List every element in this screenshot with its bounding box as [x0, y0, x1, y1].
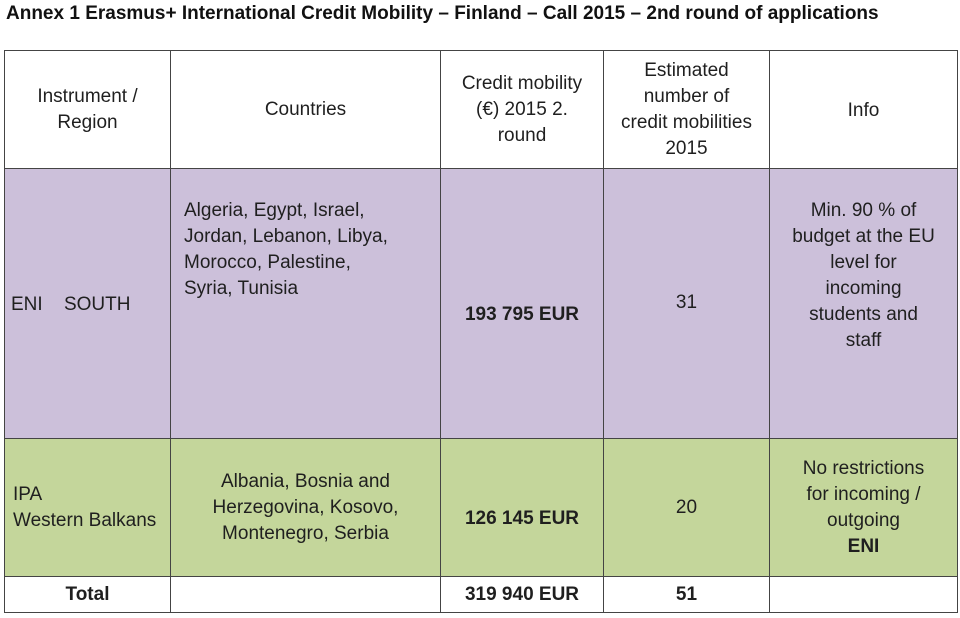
- table-row-ipa-western-balkans: [5, 439, 958, 577]
- row-instrument: ENI SOUTH: [5, 169, 171, 439]
- header-credit: Credit mobility (€) 2015 2. round: [441, 51, 604, 169]
- row-instrument: IPA Western Balkans: [5, 439, 171, 577]
- row-estimated: 20: [604, 439, 770, 577]
- row-info: No restrictions for incoming / outgoing ENI: [770, 439, 958, 577]
- row-estimated: 31: [604, 169, 770, 439]
- row-credit: 193 795 EUR: [441, 169, 604, 439]
- total-countries-empty: [171, 577, 441, 613]
- total-estimated: 51: [604, 577, 770, 613]
- row-info: Min. 90 % of budget at the EU level for incoming students and staff: [770, 169, 958, 439]
- total-credit: 319 940 EUR: [441, 577, 604, 613]
- header-instrument: Instrument / Region: [5, 51, 171, 169]
- page-title: Annex 1 Erasmus+ International Credit Mobility – Finland – Call 2015 – 2nd round of applications: [6, 3, 879, 24]
- row-countries: Albania, Bosnia and Herzegovina, Kosovo, Montenegro, Serbia: [171, 439, 441, 577]
- header-estimated: Estimated number of credit mobilities 2015: [604, 51, 770, 169]
- row-credit: 126 145 EUR: [441, 439, 604, 577]
- header-countries: Countries: [171, 51, 441, 169]
- header-row: [5, 51, 958, 169]
- table-row-total: [5, 577, 958, 613]
- mobility-table: [4, 50, 958, 613]
- total-label: Total: [5, 577, 171, 613]
- table-row-eni-south: [5, 169, 958, 439]
- row-countries: Algeria, Egypt, Israel, Jordan, Lebanon, Libya, Morocco, Palestine, Syria, Tunisia: [171, 169, 441, 439]
- total-info-empty: [770, 577, 958, 613]
- header-info: Info: [770, 51, 958, 169]
